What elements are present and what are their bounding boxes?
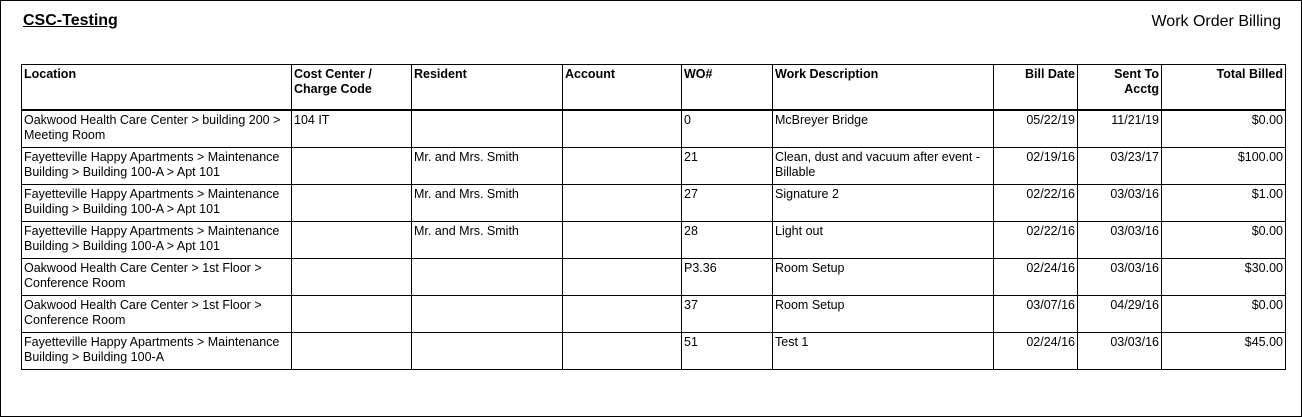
cell-sent-to-acctg: 04/29/16: [1078, 296, 1162, 333]
cell-description: Signature 2: [773, 185, 994, 222]
cell-bill-date: 02/22/16: [994, 185, 1078, 222]
cell-account: [563, 296, 682, 333]
cell-total-billed: $1.00: [1162, 185, 1286, 222]
cell-cost-center: 104 IT: [292, 110, 412, 148]
cell-sent-to-acctg: 03/03/16: [1078, 333, 1162, 370]
cell-wo: 37: [682, 296, 773, 333]
cell-resident: [412, 333, 563, 370]
col-header-total-billed: Total Billed: [1162, 65, 1286, 111]
cell-location: Fayetteville Happy Apartments > Maintenance Building > Building 100-A > Apt 101: [22, 222, 292, 259]
cell-location: Fayetteville Happy Apartments > Maintenance Building > Building 100-A > Apt 101: [22, 148, 292, 185]
cell-description: Room Setup: [773, 259, 994, 296]
report-title: Work Order Billing: [1151, 13, 1281, 30]
cell-resident: Mr. and Mrs. Smith: [412, 185, 563, 222]
col-header-account: Account: [563, 65, 682, 111]
cell-resident: Mr. and Mrs. Smith: [412, 148, 563, 185]
cell-sent-to-acctg: 03/03/16: [1078, 185, 1162, 222]
billing-table: [21, 64, 1286, 370]
cell-bill-date: 02/22/16: [994, 222, 1078, 259]
cell-location: Oakwood Health Care Center > 1st Floor > Conference Room: [22, 259, 292, 296]
table-row: [22, 259, 1286, 296]
cell-location: Oakwood Health Care Center > building 200 > Meeting Room: [22, 110, 292, 148]
col-header-work-description: Work Description: [773, 65, 994, 111]
cell-cost-center: [292, 296, 412, 333]
cell-wo: 51: [682, 333, 773, 370]
col-header-bill-date: Bill Date: [994, 65, 1078, 111]
cell-description: Light out: [773, 222, 994, 259]
table-row: [22, 110, 1286, 148]
cell-bill-date: 02/24/16: [994, 333, 1078, 370]
table-row: [22, 222, 1286, 259]
table-row: [22, 333, 1286, 370]
cell-account: [563, 148, 682, 185]
cell-description: Clean, dust and vacuum after event - Billable: [773, 148, 994, 185]
col-header-sent-to-acctg: Sent To Acctg: [1078, 65, 1162, 111]
cell-cost-center: [292, 222, 412, 259]
cell-sent-to-acctg: 11/21/19: [1078, 110, 1162, 148]
cell-cost-center: [292, 259, 412, 296]
cell-wo: 28: [682, 222, 773, 259]
cell-bill-date: 03/07/16: [994, 296, 1078, 333]
cell-cost-center: [292, 148, 412, 185]
cell-account: [563, 110, 682, 148]
cell-total-billed: $30.00: [1162, 259, 1286, 296]
table-row: [22, 148, 1286, 185]
cell-bill-date: 05/22/19: [994, 110, 1078, 148]
cell-total-billed: $0.00: [1162, 296, 1286, 333]
cell-total-billed: $0.00: [1162, 110, 1286, 148]
cell-sent-to-acctg: 03/03/16: [1078, 259, 1162, 296]
cell-description: Room Setup: [773, 296, 994, 333]
table-header-row: [22, 65, 1286, 111]
cell-cost-center: [292, 185, 412, 222]
cell-total-billed: $100.00: [1162, 148, 1286, 185]
cell-sent-to-acctg: 03/03/16: [1078, 222, 1162, 259]
cell-resident: Mr. and Mrs. Smith: [412, 222, 563, 259]
col-header-wo: WO#: [682, 65, 773, 111]
cell-total-billed: $0.00: [1162, 222, 1286, 259]
cell-cost-center: [292, 333, 412, 370]
cell-wo: 27: [682, 185, 773, 222]
cell-account: [563, 259, 682, 296]
cell-wo: P3.36: [682, 259, 773, 296]
cell-bill-date: 02/24/16: [994, 259, 1078, 296]
table-row: [22, 185, 1286, 222]
cell-total-billed: $45.00: [1162, 333, 1286, 370]
cell-description: Test 1: [773, 333, 994, 370]
cell-location: Oakwood Health Care Center > 1st Floor > Conference Room: [22, 296, 292, 333]
cell-location: Fayetteville Happy Apartments > Maintenance Building > Building 100-A: [22, 333, 292, 370]
col-header-cost-center: Cost Center / Charge Code: [292, 65, 412, 111]
cell-account: [563, 333, 682, 370]
col-header-location: Location: [22, 65, 292, 111]
cell-resident: [412, 259, 563, 296]
cell-description: McBreyer Bridge: [773, 110, 994, 148]
org-name: CSC-Testing: [23, 12, 118, 29]
cell-account: [563, 185, 682, 222]
cell-wo: 21: [682, 148, 773, 185]
cell-account: [563, 222, 682, 259]
cell-bill-date: 02/19/16: [994, 148, 1078, 185]
col-header-resident: Resident: [412, 65, 563, 111]
cell-resident: [412, 296, 563, 333]
cell-location: Fayetteville Happy Apartments > Maintenance Building > Building 100-A > Apt 101: [22, 185, 292, 222]
cell-wo: 0: [682, 110, 773, 148]
cell-sent-to-acctg: 03/23/17: [1078, 148, 1162, 185]
table-row: [22, 296, 1286, 333]
cell-resident: [412, 110, 563, 148]
